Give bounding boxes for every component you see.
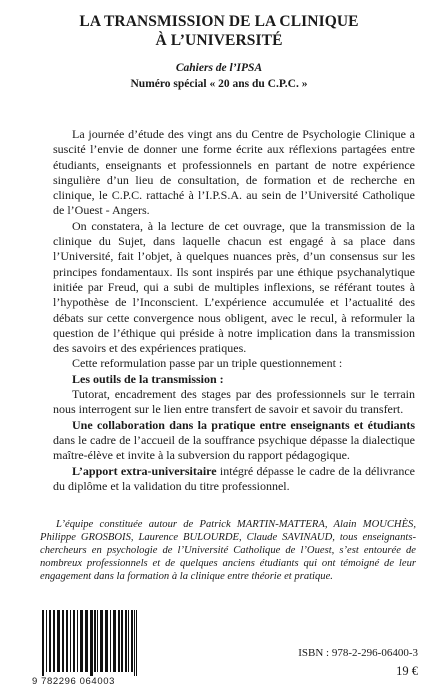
- extra-text: intégré dépasse le cadre de la délivrance du diplôme et la validation du titre professionnel.: [53, 463, 415, 493]
- barcode-bar: [131, 610, 133, 672]
- paragraph-1: La journée d’étude des vingt ans du Centre de Psychologie Clinique a suscité l’envie de donner une forme écrite aux réflexions partagées entre étudiants, enseignants et professionnels en partant de notre expérience singulière d’un lieu de consultation, de formation et de recherche en clinique, le C.P.C. rattaché à l’I.P.S.A. au sein de l’Université Catholique de l’Ouest - Angers.: [53, 127, 415, 218]
- barcode-bar: [62, 610, 64, 672]
- paragraph-4: Tutorat, encadrement des stages par des professionnels sur le terrain nous interrogent sur le lien entre transfert de savoir et savoir du transfert.: [53, 387, 415, 417]
- barcode-bar: [70, 610, 71, 672]
- team-credits: [40, 518, 416, 583]
- barcode-bar: [90, 610, 93, 676]
- paragraph-collaboration: [53, 418, 415, 464]
- subtitle-block: [20, 60, 418, 92]
- special-issue: Numéro spécial « 20 ans du C.P.C. »: [130, 78, 308, 90]
- isbn: ISBN : 978-2-296-06400-3: [298, 647, 418, 659]
- barcode-bar: [134, 610, 135, 676]
- barcode-bar: [73, 610, 75, 672]
- heading-tools: Les outils de la transmission :: [72, 371, 224, 386]
- collaboration-text: dans le cadre de l’accueil de la souffrance psychique dépasse la dialectique maître-élève et invite à la subversion du rapport pédagogique.: [53, 432, 415, 463]
- barcode-bar: [66, 610, 68, 672]
- barcode-bar: [97, 610, 98, 672]
- book-title: [20, 12, 418, 50]
- credits-text: L’équipe constituée autour de Patrick MARTIN-MATTERA, Alain MOUCHÈS, Philippe GROSBOIS, Laurence BULOURDE, Claude SAVINAUD, tous enseignants-chercheurs en psychologie de l’Université Catholique de l’Ouest, s’est entourée de nombreux professionnels et de quelques anciens étudiants qui ont témoigné de leur engagement dans la formation à la clinique entre théorie et pratique.: [40, 519, 416, 582]
- barcode-bar: [49, 610, 51, 672]
- series-name: Cahiers de l’IPSA: [175, 62, 263, 74]
- paragraph-2: On constatera, à la lecture de cet ouvrage, que la transmission de la clinique du Sujet, dans laquelle chacun est engagé à sa place dans l’Université, fait l’objet, à quelques nuances près, d’un consensus sur les principes fondamentaux. Ils sont inspirés par une éthique psychanalytique initiée par Freud, qui a subi de multiples inflexions, se référant toutes à l’hypothèse de l’Inconscient. L’expérience accumulée et l’actualité des débats sur cette convergence nous obligent, avec le recul, à reformuler la question de l’éthique qui préside à notre implication dans la transmission des savoirs et des expériences pratiques.: [53, 218, 415, 356]
- barcode-bar: [125, 610, 127, 672]
- heading-extra-universitaire: L’apport extra-universitaire: [72, 463, 217, 478]
- barcode-bar: [136, 610, 137, 676]
- heading-collaboration: Une collaboration dans la pratique entre enseignants et étudiants: [72, 417, 415, 432]
- barcode-bar: [118, 610, 120, 672]
- barcode-bar: [121, 610, 123, 672]
- barcode-digits: 9 782296 064003: [32, 676, 115, 687]
- paragraph-extra: [53, 464, 415, 495]
- barcode: [32, 608, 144, 690]
- barcode-bar: [113, 610, 116, 672]
- blurb: [53, 127, 415, 494]
- barcode-bar: [77, 610, 78, 672]
- barcode-bar: [110, 610, 111, 672]
- barcode-bar: [53, 610, 55, 672]
- barcode-bar: [105, 610, 108, 672]
- barcode-bar: [94, 610, 96, 672]
- title-line-1: LA TRANSMISSION DE LA CLINIQUE: [79, 13, 359, 30]
- price: 19 €: [396, 664, 418, 678]
- barcode-bar: [85, 610, 88, 672]
- paragraph-3: Cette reformulation passe par un triple questionnement :: [72, 356, 343, 371]
- title-line-2: À L’UNIVERSITÉ: [155, 32, 283, 49]
- barcode-bars: [32, 608, 144, 676]
- barcode-bar: [42, 610, 44, 676]
- barcode-bar: [46, 610, 47, 672]
- barcode-bar: [128, 610, 129, 672]
- barcode-bar: [80, 610, 83, 672]
- barcode-bar: [100, 610, 103, 672]
- barcode-bar: [57, 610, 60, 672]
